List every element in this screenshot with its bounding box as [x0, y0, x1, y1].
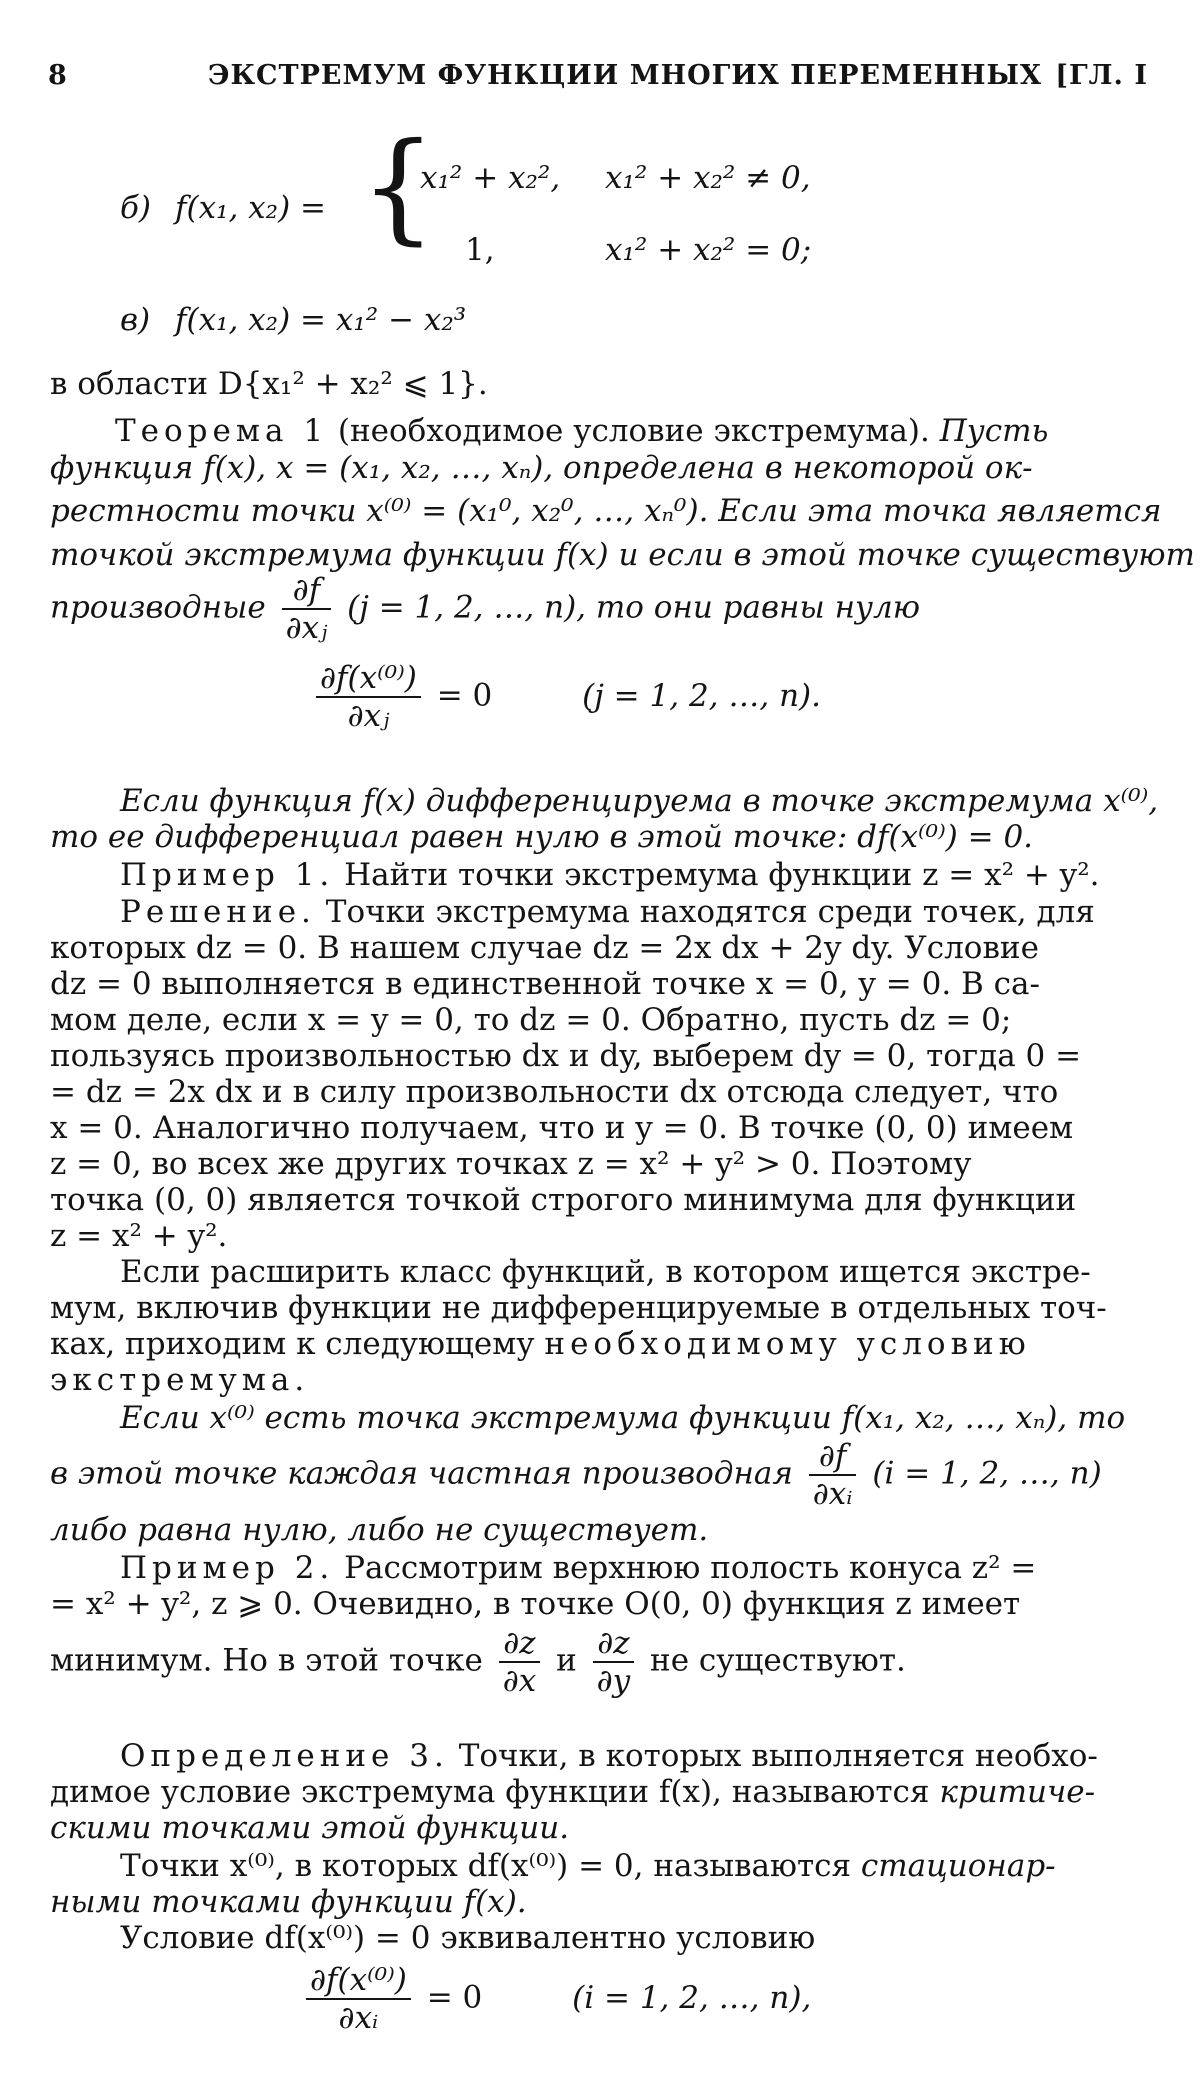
solution-line-1: которых dz = 0. В нашем случае dz = 2x dx + 2y dy. Условие — [50, 930, 1039, 966]
example-2-line-3-post: не существуют. — [650, 1642, 906, 1679]
example-2-line-3-pre: минимум. Но в этой точке — [50, 1642, 483, 1679]
frac-den: ∂xᵢ — [812, 1476, 853, 1512]
solution-line-6: x = 0. Аналогично получаем, что и y = 0. В точке (0, 0) имеем — [50, 1110, 1074, 1146]
exercise-b-label: б) — [120, 190, 152, 226]
exercise-v-label: в) — [120, 302, 151, 338]
frac-num: ∂f — [809, 1438, 857, 1476]
def-line-2-it: критиче- — [939, 1774, 1096, 1810]
frac-num: ∂z — [499, 1625, 541, 1663]
chapter-label: [ГЛ. I — [1055, 60, 1148, 91]
solution-line-8: точка (0, 0) является точкой строгого минимума для функции — [50, 1182, 1077, 1218]
case2-expr: 1, — [465, 232, 495, 268]
frac-num: ∂z — [593, 1625, 635, 1663]
definition-label: Определение 3. — [120, 1738, 449, 1774]
example-2-label: Пример 2. — [120, 1550, 335, 1586]
ext-line-4: экстремума. — [50, 1362, 310, 1398]
solution-line-3: мом деле, если x = y = 0, то dz = 0. Обратно, пусть dz = 0; — [50, 1002, 1012, 1038]
cond-line-2-post: (i = 1, 2, …, n) — [872, 1455, 1102, 1492]
solution-line-9: z = x² + y². — [50, 1218, 228, 1254]
frac-den: ∂y — [596, 1663, 631, 1699]
ext-line-3-spaced: необходимому условию — [544, 1326, 1031, 1362]
eq-rhs: = 0 — [426, 1979, 483, 2016]
solution-line-5: = dz = 2x dx и в силу произвольности dx отсюда следует, что — [50, 1074, 1059, 1110]
page-header — [48, 60, 1158, 106]
def-equation — [300, 1962, 811, 2036]
solution-line-7: z = 0, во всех же других точках z = x² + y² > 0. Поэтому — [50, 1146, 972, 1182]
running-title: ЭКСТРЕМУМ ФУНКЦИИ МНОГИХ ПЕРЕМЕННЫХ — [208, 60, 1042, 91]
diff-line-1: Если функция f(x) дифференцируема в точке экстремума x⁽⁰⁾, — [120, 783, 1159, 819]
page-number: 8 — [48, 60, 68, 91]
theorem-line-2: функция f(x), x = (x₁, x₂, …, xₙ), определена в некоторой ок- — [50, 450, 1033, 486]
frac-den: ∂x — [502, 1663, 537, 1699]
cond-line-2-pre: в этой точке каждая частная производная — [50, 1455, 793, 1492]
solution-line-4: пользуясь произвольностью dx и dy, выберем dy = 0, тогда 0 = — [50, 1038, 1082, 1074]
exercise-b-lhs: f(x₁, x₂) = — [175, 190, 327, 226]
cond-line-3: либо равна нулю, либо не существует. — [50, 1512, 709, 1548]
theorem-equation — [310, 660, 821, 734]
ext-line-1: Если расширить класс функций, в котором ищется экстре- — [120, 1254, 1091, 1290]
left-brace: { — [360, 118, 437, 257]
example-2-line-1: Рассмотрим верхнюю полость конуса z² = — [344, 1550, 1037, 1586]
solution-label: Решение. — [120, 894, 316, 930]
def-line-4-it: стационар- — [860, 1848, 1056, 1884]
ext-line-3-pre: ках, приходим к следующему — [50, 1326, 535, 1362]
eq-frac — [306, 1962, 411, 2036]
case1-expr: x₁² + x₂², — [420, 160, 561, 196]
theorem-line-5 — [50, 572, 920, 646]
eq-num: ∂f(x⁽⁰⁾) — [316, 660, 421, 698]
eq-den: ∂xᵢ — [338, 2000, 379, 2036]
dz-dx-frac — [499, 1625, 541, 1699]
example-2-line-2: = x² + y², z ⩾ 0. Очевидно, в точке O(0, 0) функция z имеет — [50, 1586, 1021, 1622]
eq-range: (j = 1, 2, …, n). — [582, 677, 821, 714]
solution-line-2: dz = 0 выполняется в единственной точке x = 0, y = 0. В са- — [50, 966, 1041, 1002]
example-2-line-3 — [50, 1625, 906, 1699]
example-1-label: Пример 1. — [120, 857, 335, 893]
diff-line-2: то ее дифференциал равен нулю в этой точке: df(x⁽⁰⁾) = 0. — [50, 819, 1034, 855]
cond-line-1: Если x⁽⁰⁾ есть точка экстремума функции f(x₁, x₂, …, xₙ), то — [120, 1400, 1126, 1436]
def-line-3: скими точками этой функции. — [50, 1810, 570, 1846]
theorem-paren: (необходимое условие экстремума). — [337, 413, 930, 449]
frac-den: ∂xⱼ — [285, 610, 328, 646]
eq-rhs: = 0 — [436, 677, 493, 714]
def-line-2-pre: димое условие экстремума функции f(x), называются — [50, 1774, 930, 1810]
eq-frac — [316, 660, 421, 734]
theorem-line-5-post: (j = 1, 2, …, n), то они равны нулю — [347, 589, 921, 626]
theorem-line-5-pre: производные — [50, 589, 266, 626]
eq-num: ∂f(x⁽⁰⁾) — [306, 1962, 411, 2000]
def-line-4-pre: Точки x⁽⁰⁾, в которых df(x⁽⁰⁾) = 0, называются — [120, 1848, 852, 1884]
ext-line-2: мум, включив функции не дифференцируемые в отдельных точ- — [50, 1290, 1107, 1326]
partial-f-xi-frac — [809, 1438, 857, 1512]
eq-den: ∂xⱼ — [347, 698, 390, 734]
case2-cond: x₁² + x₂² = 0; — [605, 232, 812, 268]
dz-dy-frac — [593, 1625, 635, 1699]
theorem-line-3: рестности точки x⁽⁰⁾ = (x₁⁰, x₂⁰, …, xₙ⁰). Если эта точка является — [50, 493, 1162, 529]
def-line-5: ными точками функции f(x). — [50, 1884, 527, 1920]
solution-line-0: Точки экстремума находятся среди точек, для — [325, 894, 1095, 930]
eq-range: (i = 1, 2, …, n), — [572, 1979, 812, 2016]
conjunction: и — [556, 1642, 577, 1679]
theorem-line-4: точкой экстремума функции f(x) и если в этой точке существуют — [50, 537, 1195, 573]
def-line-1: Точки, в которых выполняется необхо- — [458, 1738, 1098, 1774]
def-line-6: Условие df(x⁽⁰⁾) = 0 эквивалентно условию — [120, 1920, 816, 1956]
cond-line-2 — [50, 1438, 1102, 1512]
frac-num: ∂f — [282, 572, 332, 610]
theorem-lead: Пусть — [939, 413, 1049, 449]
example-1-text: Найти точки экстремума функции z = x² + y². — [344, 857, 1100, 893]
domain-line: в области D{x₁² + x₂² ⩽ 1}. — [50, 366, 488, 402]
partial-f-xj-frac — [282, 572, 332, 646]
theorem-label: Теорема 1 — [115, 413, 329, 449]
case1-cond: x₁² + x₂² ≠ 0, — [605, 160, 811, 196]
exercise-v-expr: f(x₁, x₂) = x₁² − x₂³ — [175, 302, 467, 338]
